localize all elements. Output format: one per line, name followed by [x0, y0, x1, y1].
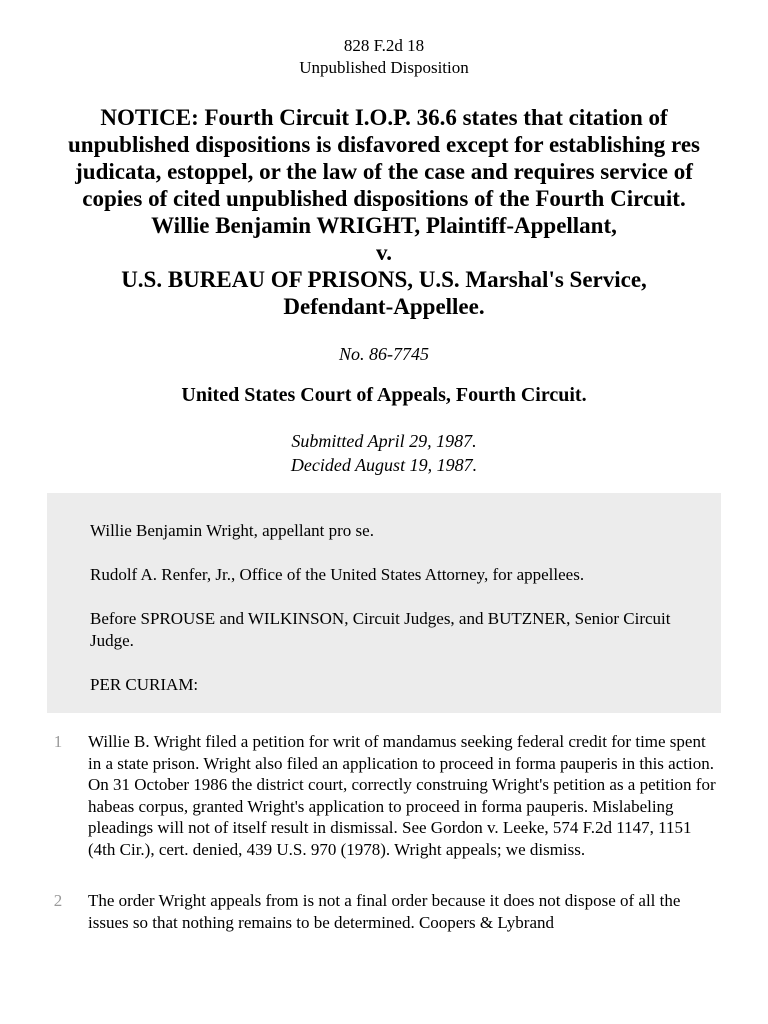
opinion-paragraph [47, 731, 721, 860]
paragraph-text: Willie B. Wright filed a petition for writ of mandamus seeking federal credit for time spent in a state prison. Wright also filed an application to proceed in forma pauperis in this action. On 31 October 1986 the district court, correctly construing Wright's petition as a petition for habeas corpus, granted Wright's application to proceed in forma pauperis. Mislabeling pleadings will not of itself result in dismissal. See Gordon v. Leeke, 574 F.2d 1147, 1151 (4th Cir.), cert. denied, 439 U.S. 970 (1978). Wright appeals; we dismiss. [88, 732, 716, 859]
court-name: United States Court of Appeals, Fourth Circuit. [181, 384, 587, 406]
notice-text: NOTICE: Fourth Circuit I.O.P. 36.6 states that citation of unpublished dispositions is disfavored except for establishing res judicata, estoppel, or the law of the case and requires service of copies of cited unpublished dispositions of the Fourth Circuit. [67, 105, 700, 211]
date-decided: Decided August 19, 1987. [290, 455, 478, 475]
date-submitted: Submitted April 29, 1987. [291, 431, 477, 451]
party-appellant: Willie Benjamin WRIGHT, Plaintiff-Appellant, [151, 213, 617, 238]
counsel-appellee: Rudolf A. Renfer, Jr., Office of the United States Attorney, for appellees. [90, 565, 585, 584]
counsel-appellant: Willie Benjamin Wright, appellant pro se. [90, 521, 374, 540]
versus: v. [376, 240, 392, 265]
citation-header [47, 35, 721, 79]
panel-judges: Before SPROUSE and WILKINSON, Circuit Judges, and BUTZNER, Senior Circuit Judge. [90, 609, 671, 650]
opinion-body [47, 731, 721, 933]
paragraph-number: 2 [53, 891, 63, 910]
per-curiam-label: PER CURIAM: [90, 675, 199, 694]
opinion-paragraph [47, 890, 721, 933]
paragraph-number: 1 [53, 732, 63, 751]
docket-number: No. 86-7745 [339, 344, 429, 364]
party-appellee-role: Defendant-Appellee. [283, 294, 485, 319]
publication-status: Unpublished Disposition [299, 58, 469, 77]
case-dates [47, 429, 721, 477]
party-appellee: U.S. BUREAU OF PRISONS, U.S. Marshal's Service, [121, 267, 647, 292]
case-caption [47, 104, 721, 320]
counsel-box [47, 493, 721, 713]
paragraph-text: The order Wright appeals from is not a final order because it does not dispose of all the issues so that nothing remains to be determined. Coopers & Lybrand [88, 891, 681, 932]
case-citation: 828 F.2d 18 [343, 36, 425, 55]
